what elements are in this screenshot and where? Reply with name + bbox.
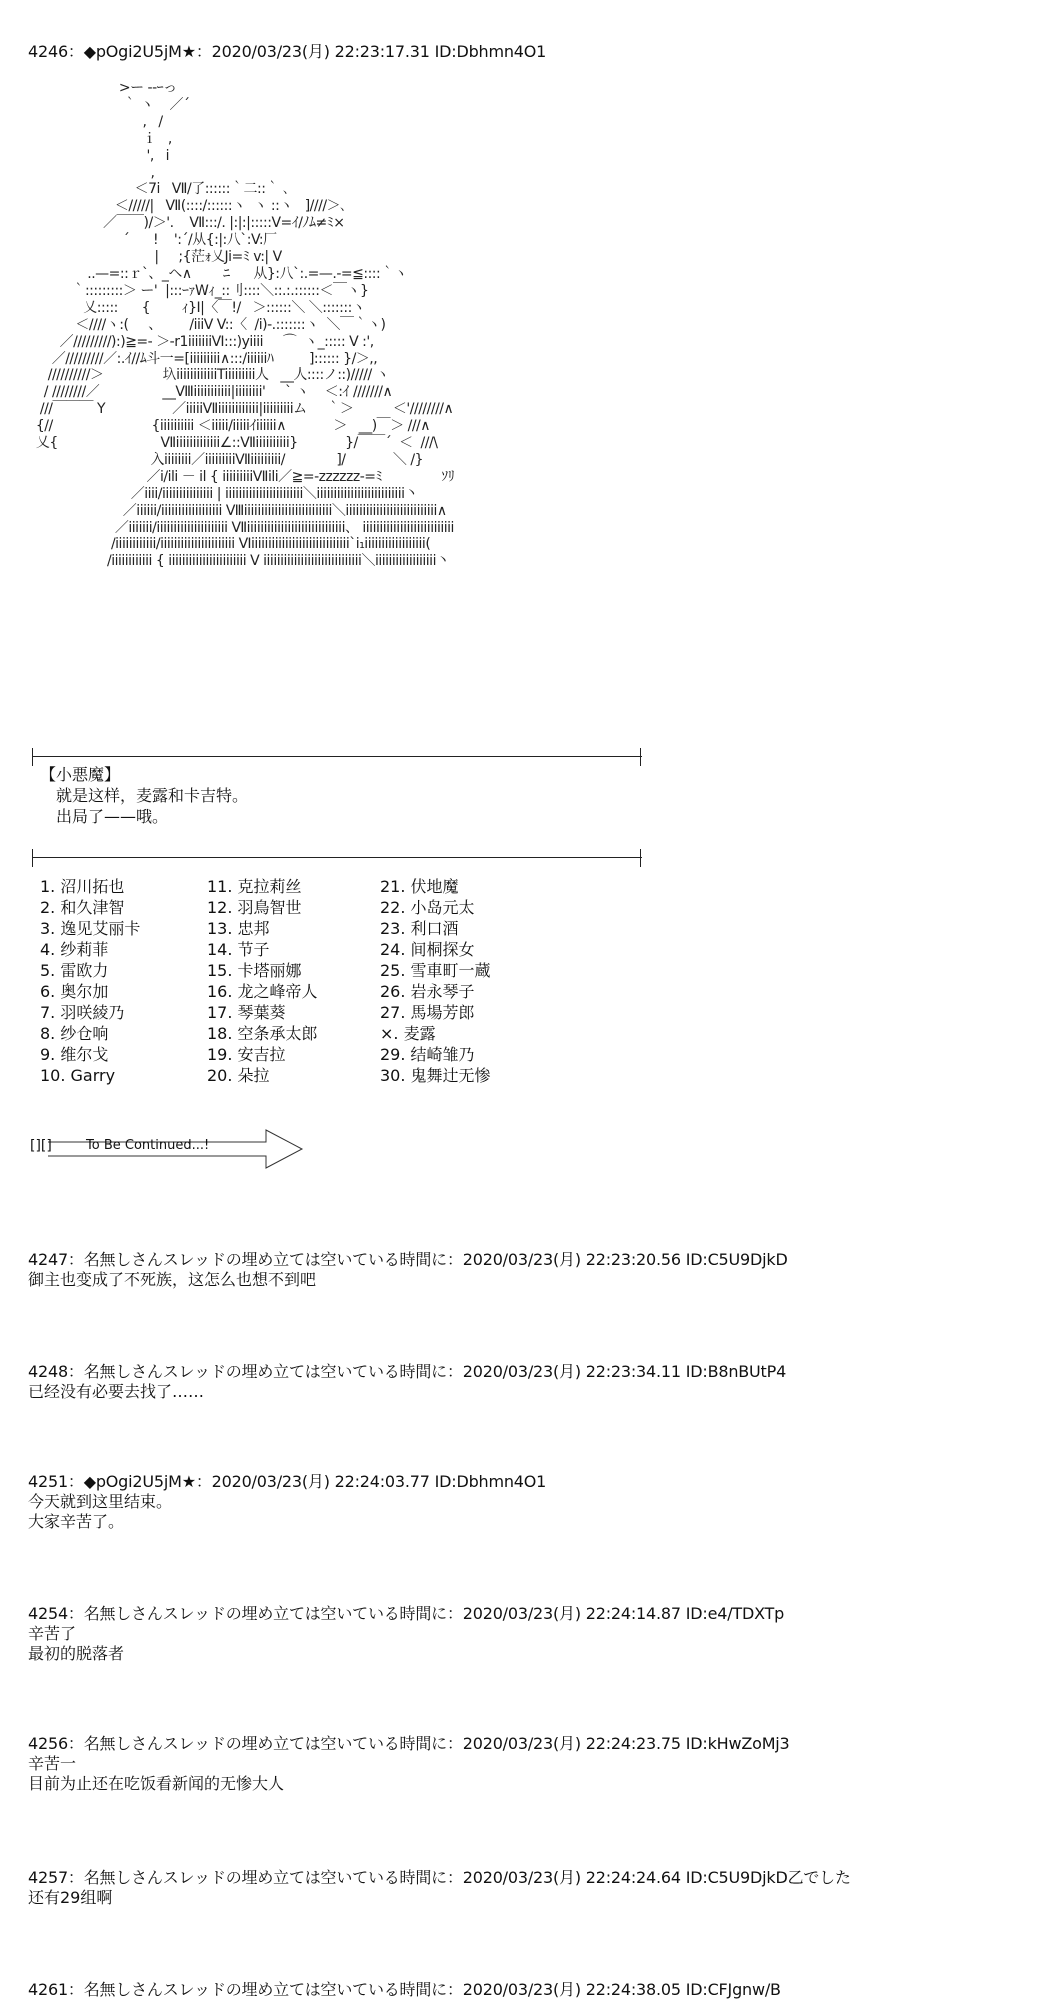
ascii-art-line: | ;{茫ｫ乂Ji=ﾐ v:| V	[28, 249, 282, 266]
roster-entry: 3. 逸见艾丽卡	[40, 919, 141, 938]
post-4248	[28, 1362, 1028, 1402]
to-be-continued-banner	[30, 1118, 310, 1178]
roster-column-3	[380, 876, 491, 1086]
speaker-name: 【小悪魔】	[40, 765, 121, 784]
dialogue-line: 出局了——哦。	[56, 807, 169, 826]
roster-entry: 23. 利口酒	[380, 919, 459, 938]
ascii-art-line: , /	[28, 113, 163, 130]
post-header: 4254：名無しさんスレッドの埋め立ては空いている時間に：2020/03/23(月) 22:24:14.87 ID:e4/TDXTp	[28, 1604, 785, 1623]
roster-entry: 13. 忠邦	[207, 919, 270, 938]
divider-tick-right	[640, 748, 641, 766]
post-body-line: 还有29组啊	[28, 1888, 113, 1907]
ascii-art-line: ///￣￣￣ Y ／iiiiiⅦiiiiiiiiiiii|iiiiiiiiiム ｀＞ ＜'////////∧	[28, 401, 454, 418]
post-header: 4246：◆pOgi2U5jM★：2020/03/23(月) 22:23:17.31 ID:Dbhmn4O1	[28, 42, 547, 61]
ascii-art-line: ｀ ヽ ／´	[28, 96, 190, 113]
roster-entry: 7. 羽咲綾乃	[40, 1003, 125, 1022]
tbc-boxes: [][]	[30, 1138, 52, 1154]
roster-entry: 8. 纱仓响	[40, 1024, 109, 1043]
ascii-art-line: ..—=::ｒ`、_ヘ∧ ﾆ 从}:八`:.=—.-=≦::::｀ヽ	[28, 265, 408, 282]
ascii-art-line: ／iiiiii/iiiiiiiiiiiiiiiiii Ⅷiiiiiiiiiiiiiiiiiiiiiiiiii＼iiiiiiiiiiiiiiiiiiiiiiiiiii∧	[28, 502, 447, 519]
post-4246	[28, 42, 1028, 62]
post-body-line: 御主也变成了不死族，这怎么也想不到吧	[28, 1270, 317, 1289]
post-header: 4248：名無しさんスレッドの埋め立ては空いている時間に：2020/03/23(月) 22:23:34.11 ID:B8nBUtP4	[28, 1362, 787, 1381]
post-4247	[28, 1250, 1028, 1290]
roster-column-1	[40, 876, 140, 1086]
divider-tick-right	[640, 849, 641, 867]
ascii-art-line: //////////＞ 圦iiiiiiiiiiiiTiiiiiiiii人 __人::::ノ::)///// ヽ	[28, 367, 390, 384]
post-header: 4247：名無しさんスレッドの埋め立ては空いている時間に：2020/03/23(月) 22:23:20.56 ID:C5U9DjkD	[28, 1250, 788, 1269]
ascii-art-line: ´ ! ':´/从{:|:八`:V:厂	[28, 232, 277, 249]
post-header: 4257：名無しさんスレッドの埋め立ては空いている時間に：2020/03/23(月) 22:24:24.64 ID:C5U9DjkD乙でした	[28, 1868, 851, 1887]
post-4261	[28, 1980, 1028, 2000]
post-4254	[28, 1604, 1028, 1664]
ascii-art-line: {// {iiiiiiiiii ＜iiiii/iiiiiｲiiiiii∧ ＞ __)￣＞ ///∧	[28, 418, 431, 435]
dialogue-line: 就是这样，麦露和卡吉特。	[56, 786, 249, 805]
post-body-line: 辛苦了	[28, 1624, 77, 1643]
roster-entry: 2. 和久津智	[40, 898, 125, 917]
divider-top	[32, 756, 642, 757]
post-4256	[28, 1734, 1028, 1794]
ascii-art-line: ／￣￣)/＞'. Ⅶ:::/. |:|:|:::::V=ｲ/ﾉﾑ≠ﾐ×	[28, 215, 345, 232]
post-body-line: 已经没有必要去找了……	[28, 1382, 205, 1401]
roster-entry: 1. 沼川拓也	[40, 877, 125, 896]
post-body-line: 目前为止还在吃饭看新闻的无惨大人	[28, 1774, 285, 1793]
roster-entry: 10. Garry	[40, 1066, 116, 1085]
ascii-art-line: ／/////////):)≧=- ＞-r1iiiiiiiⅥ:::)yiiii ⌒ ヽ_::::: V :',	[28, 333, 374, 350]
ascii-art-line: / ////////／ __Ⅷiiiiiiiiiii|iiiiiiii' ` ヽ ＜:ｲ ///////∧	[28, 384, 393, 401]
roster-entry: 19. 安吉拉	[207, 1045, 286, 1064]
ascii-art-line: ／/////////／:.ｲ//ﾑ斗一=[iiiiiiiii∧:::/iiiiiiﾊ ]:::::: }/＞,,	[28, 350, 378, 367]
roster-entry: 16. 龙之峰帝人	[207, 982, 318, 1001]
roster-entry: 4. 纱莉菲	[40, 940, 109, 959]
ascii-art	[28, 80, 454, 570]
ascii-art-line: ,	[28, 164, 155, 181]
ascii-art-line: ＜/////| Ⅶ(::::/::::::ヽ ヽ ::ヽ ]////＞､	[28, 198, 347, 215]
post-header: 4251：◆pOgi2U5jM★：2020/03/23(月) 22:24:03.77 ID:Dbhmn4O1	[28, 1472, 547, 1491]
roster-entry: 20. 朵拉	[207, 1066, 270, 1085]
roster-entry: 30. 鬼舞辻无惨	[380, 1066, 491, 1085]
ascii-art-line: ｀:::::::::＞ ー' |:::ｰｧWｨ_::刂::::＼::.:.::::::＜￣ヽ}	[28, 282, 369, 299]
ascii-art-line: ＜////ヽ:( 、 /iiiV V::〈 /i)-.:::::::ヽ ＼￣｀ヽ)	[28, 316, 386, 333]
post-4251	[28, 1472, 1028, 1532]
ascii-art-line: /iiiiiiiiiiii { iiiiiiiiiiiiiiiiiiiiiii V iiiiiiiiiiiiiiiiiiiiiiiiiiiii＼iiiiiiiiiiiiiiiiii丶	[28, 553, 450, 570]
ascii-art-line: >ー --ｰっ	[28, 80, 177, 96]
roster-entry: 17. 琴葉葵	[207, 1003, 286, 1022]
post-body-line: 大家辛苦了。	[28, 1512, 125, 1531]
post-4257	[28, 1868, 1028, 1908]
ascii-art-line: ／iiii/iiiiiiiiiiiiiii | iiiiiiiiiiiiiiiiiiiiiii＼iiiiiiiiiiiiiiiiiiiiiiiiii丶	[28, 485, 419, 502]
roster-entry: 27. 馬場芳郎	[380, 1003, 475, 1022]
post-header: 4256：名無しさんスレッドの埋め立ては空いている時間に：2020/03/23(月) 22:24:23.75 ID:kHwZoMj3	[28, 1734, 790, 1753]
ascii-art-line: /iiiiiiiiiiii/iiiiiiiiiiiiiiiiiiiiii Ⅵiiiiiiiiiiiiiiiiiiiiiiiiiiiii`i₁iiiiiiiiiiiiiiiiii(	[28, 536, 431, 553]
roster-entry: 15. 卡塔丽娜	[207, 961, 302, 980]
ascii-art-line: ／iiiiiii/iiiiiiiiiiiiiiiiiiiii Ⅶiiiiiiiiiiiiiiiiiiiiiiiiiiiii、 iiiiiiiiiiiiiiiiiiiiiiiiiii	[28, 519, 454, 536]
ascii-art-line: 入iiiiiiii／iiiiiiiiiⅦiiiiiiiii/ ]/ ＼ /}	[28, 451, 423, 468]
roster-entry: 5. 雷欧力	[40, 961, 109, 980]
roster-entry: 6. 奥尔加	[40, 982, 109, 1001]
divider-tick-left	[32, 748, 33, 766]
roster-entry: 14. 节子	[207, 940, 270, 959]
roster-column-2	[207, 876, 318, 1086]
ascii-art-line: ｉ ,	[28, 130, 172, 147]
roster-entry: 26. 岩永琴子	[380, 982, 475, 1001]
roster-entry: 22. 小岛元太	[380, 898, 475, 917]
ascii-art-line: ／i/ili － il { iiiiiiiiiⅦili／≧=-zzzzzz-=ﾐ ｿﾘ	[28, 468, 455, 485]
dialogue-block	[40, 764, 248, 827]
ascii-art-line: 乂{ Ⅶiiiiiiiiiiiii∠::Ⅶiiiiiiiiii} }/￣￣´ ＜ ///\	[28, 435, 438, 452]
post-body-line: 今天就到这里结束。	[28, 1492, 173, 1511]
tbc-label: To Be Continued...!	[86, 1138, 210, 1153]
ascii-art-line: ', i	[28, 147, 170, 164]
roster-entry: 29. 结崎雏乃	[380, 1045, 475, 1064]
roster-entry: 11. 克拉莉丝	[207, 877, 302, 896]
ascii-art-line: ＜7i Ⅶ/了::::::｀二::｀ ､	[28, 181, 290, 198]
divider-tick-left	[32, 849, 33, 867]
roster-entry: 21. 伏地魔	[380, 877, 459, 896]
ascii-art-line: 乂::::: { ｨ}I|〈￣!/ ＞::::::＼ ＼:::::::ヽ	[28, 299, 366, 316]
post-header: 4261：名無しさんスレッドの埋め立ては空いている時間に：2020/03/23(月) 22:24:38.05 ID:CFJgnw/B	[28, 1980, 781, 1999]
post-body-line: 最初的脱落者	[28, 1644, 125, 1663]
roster-entry: 24. 间桐探女	[380, 940, 475, 959]
roster-entry: 18. 空条承太郎	[207, 1024, 318, 1043]
roster-entry: 9. 维尔戈	[40, 1045, 109, 1064]
post-body-line: 辛苦一	[28, 1754, 77, 1773]
roster-entry: 25. 雪車町一蔵	[380, 961, 491, 980]
roster-entry: 12. 羽鳥智世	[207, 898, 302, 917]
roster-entry: ×. 麦露	[380, 1024, 436, 1043]
divider-bottom	[32, 857, 642, 858]
